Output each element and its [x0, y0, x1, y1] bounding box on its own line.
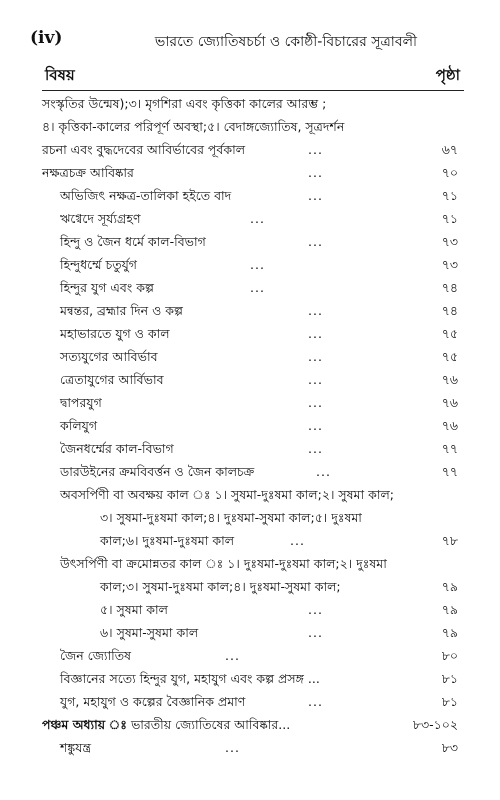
toc-entry [0, 621, 500, 644]
toc-entry-page: ৮০ [441, 648, 458, 663]
toc-entry-title: কাল;৬। দুঃষমা-দুঃষমা কাল [100, 533, 235, 548]
toc-entry-leader: ... [308, 694, 323, 709]
toc-entry-title: ৩। সুষমা-দুঃষমা কাল;৪। দুঃষমা-সুষমা কাল;৫। দুঃষমা [100, 510, 362, 525]
toc-entry-title: ত্রেতাযুগের আর্বিভাব [60, 372, 164, 387]
toc-entry [0, 690, 500, 713]
header-rule [42, 90, 464, 91]
toc-entry-page: ৭৩ [441, 257, 458, 272]
toc-entry [0, 161, 500, 184]
toc-entry-title: শঙ্কুযন্ত্র [60, 740, 92, 755]
toc-entry-page: ৭১ [441, 211, 458, 226]
toc-entry-page: ৭৯ [441, 602, 458, 617]
toc-entry-page: ৭৫ [441, 349, 458, 364]
running-title: ভারতে জ্যোতিষচর্চা ও কোষ্ঠী-বিচারের সূত্রাবলী [154, 34, 418, 50]
toc-column-headers [45, 64, 460, 90]
toc-entry-page: ৭৪ [441, 303, 458, 318]
toc-entry [0, 529, 500, 552]
toc-entry-title: দ্বাপরযুগ [60, 395, 102, 410]
toc-entry-title: রচনা এবং বুদ্ধদেবের আবির্ভাবের পূর্বকাল [42, 142, 246, 157]
toc-entry-title: মহাভারতে যুগ ও কাল [60, 326, 170, 341]
table-of-contents [0, 92, 500, 759]
toc-entry-title: নক্ষত্রচক্র আবিষ্কার [42, 165, 134, 180]
toc-entry-leader: ... [308, 142, 323, 157]
subject-column-header: বিষয় [45, 66, 75, 84]
toc-entry-title: কাল;৩। সুষমা-দুঃষমা কাল;৪। দুঃষমা-সুষমা কাল; [100, 579, 341, 594]
toc-entry-leader: ... [308, 165, 323, 180]
chapter-label: পঞ্চম অধ্যায় ঃ [42, 717, 127, 732]
toc-entry-title: মন্বন্তর, ব্রহ্মার দিন ও কল্প [60, 303, 183, 318]
toc-entry [0, 506, 500, 529]
toc-entry-title: সংস্কৃতির উন্মেষ);৩। মৃগশিরা এবং কৃত্তিকা কালের আরম্ভ ; [42, 96, 327, 111]
toc-entry [0, 368, 500, 391]
toc-entry [0, 483, 500, 506]
toc-entry-page: ৭৯ [441, 579, 458, 594]
toc-entry-title: ৬। সুষমা-সুষমা কাল [100, 625, 199, 640]
toc-entry-leader: ... [308, 625, 323, 640]
toc-entry-page: ৮১ [441, 671, 458, 686]
toc-entry-leader: ... [250, 211, 265, 226]
toc-entry-title: ৫। সুষমা কাল [100, 602, 168, 617]
toc-entry-leader: ... [308, 188, 323, 203]
page-header [30, 28, 470, 52]
toc-entry [0, 184, 500, 207]
toc-entry-title: বিজ্ঞানের সত্যে হিন্দুর যুগ, মহাযুগ এবং কল্প প্রসঙ্গ ... [60, 671, 320, 686]
toc-entry-page: ৭৬ [441, 395, 458, 410]
toc-entry-page: ৭৪ [441, 280, 458, 295]
toc-entry-page: ৭১ [441, 188, 458, 203]
toc-entry-title: ৪। কৃত্তিকা-কালের পরিপূর্ণ অবস্থা;৫। বেদাঙ্গজ্যোতিষ, সূত্রদর্শন [42, 119, 345, 134]
toc-entry-leader: ... [316, 464, 331, 479]
toc-entry [0, 138, 500, 161]
toc-entry-leader: ... [225, 740, 240, 755]
toc-entry-title: ভারতীয় জ্যোতিষের আবিষ্কার... [130, 717, 291, 732]
toc-entry-title: কলিযুগ [60, 418, 98, 433]
toc-entry [0, 575, 500, 598]
toc-entry-title: হিন্দুর যুগ এবং কল্প [60, 280, 154, 295]
toc-entry [0, 92, 500, 115]
toc-entry-page: ৭০ [441, 165, 458, 180]
toc-entry-title: সত্যযুগের আবির্ভাব [60, 349, 158, 364]
toc-entry [0, 391, 500, 414]
toc-entry-leader: ... [308, 349, 323, 364]
toc-entry-leader: ... [308, 418, 323, 433]
toc-entry-page: ৭৭ [441, 464, 458, 479]
toc-entry-leader: ... [308, 372, 323, 387]
toc-entry-page: ৭৯ [441, 625, 458, 640]
toc-entry-leader: ... [225, 648, 240, 663]
toc-entry-page: ৭৫ [441, 326, 458, 341]
toc-entry [0, 276, 500, 299]
toc-entry-page: ৮৩ [441, 740, 458, 755]
toc-entry-page: ৭৮ [441, 533, 458, 548]
toc-entry-title: জৈনধর্ম্মের কাল-বিভাগ [60, 441, 174, 456]
toc-entry [0, 644, 500, 667]
toc-entry-page: ৬৭ [441, 142, 458, 157]
toc-entry [0, 345, 500, 368]
toc-entry-leader: ... [308, 441, 323, 456]
toc-entry [0, 230, 500, 253]
toc-entry-title: অভিজিৎ নক্ষত্র-তালিকা হইতে বাদ [60, 188, 232, 203]
toc-entry-title: উৎসর্পিণী বা ক্রমোন্নতর কাল ঃ ১। দুঃষমা-দুঃষমা কাল;২। দুঃষমা [60, 556, 387, 571]
toc-entry [0, 207, 500, 230]
toc-entry-page: ৭৬ [441, 418, 458, 433]
toc-entry-leader: ... [250, 257, 265, 272]
toc-entry-title: ডারউইনের ক্রমবিবর্ত্তন ও জৈন কালচক্র [60, 464, 255, 479]
toc-entry-title: অবসর্পিণী বা অবক্ষয় কাল ঃ ১। সুষমা-দুঃষমা কাল;২। সুষমা কাল; [60, 487, 394, 502]
toc-entry-leader: ... [308, 326, 323, 341]
toc-entry-title: ঋগ্বেদে সূর্য্যগ্রহণ [60, 211, 141, 226]
toc-entry-title: হিন্দু ও জৈন ধর্মে কাল-বিভাগ [60, 234, 206, 249]
toc-entry [0, 667, 500, 690]
toc-entry-leader: ... [250, 280, 265, 295]
toc-entry-title: জৈন জ্যোতিষ [60, 648, 132, 663]
toc-entry [0, 437, 500, 460]
toc-entry-page: ৮৩-১০২ [412, 717, 458, 732]
toc-entry-page: ৭৩ [441, 234, 458, 249]
toc-entry-leader: ... [308, 395, 323, 410]
toc-chapter-entry [0, 713, 500, 736]
toc-entry [0, 322, 500, 345]
toc-entry-leader: ... [308, 234, 323, 249]
toc-entry-title: যুগ, মহাযুগ ও কল্পের বৈজ্ঞানিক প্রমাণ [60, 694, 246, 709]
toc-entry [0, 552, 500, 575]
toc-entry-page: ৭৭ [441, 441, 458, 456]
page-number: (iv) [30, 28, 63, 48]
toc-entry [0, 598, 500, 621]
toc-entry-leader: ... [308, 303, 323, 318]
toc-entry-title: হিন্দুধর্ম্মে চতুর্যুগ [60, 257, 137, 272]
toc-entry-leader: ... [290, 533, 305, 548]
toc-entry [0, 736, 500, 759]
toc-entry [0, 299, 500, 322]
toc-entry [0, 460, 500, 483]
toc-entry-leader: ... [308, 602, 323, 617]
toc-entry [0, 253, 500, 276]
page-column-header: পৃষ্ঠা [435, 66, 460, 84]
toc-entry [0, 414, 500, 437]
toc-entry-page: ৭৬ [441, 372, 458, 387]
toc-entry-page: ৮১ [441, 694, 458, 709]
toc-entry [0, 115, 500, 138]
